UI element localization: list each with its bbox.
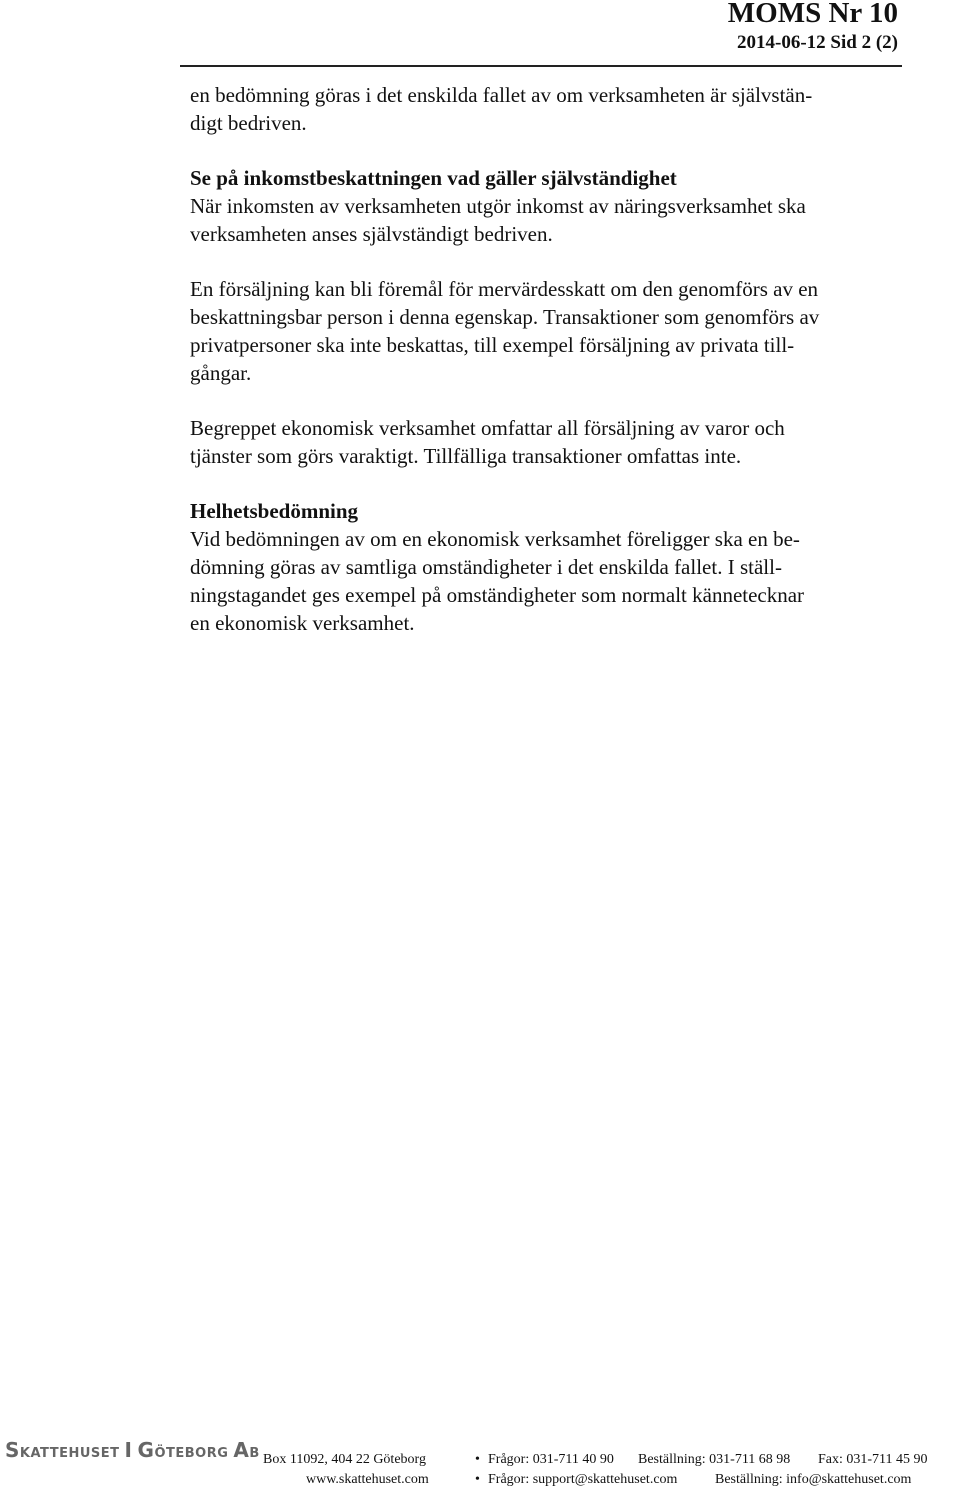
date-and-page: 2014-06-12 Sid 2 (2) bbox=[737, 32, 898, 53]
page-footer bbox=[0, 1438, 960, 1489]
footer-fax: Fax: 031-711 45 90 bbox=[818, 1452, 928, 1467]
footer-orders-email-link[interactable]: Beställning: info@skattehuset.com bbox=[715, 1472, 912, 1487]
text-line: gångar. bbox=[190, 361, 252, 385]
footer-phone-orders: Beställning: 031-711 68 98 bbox=[638, 1452, 791, 1467]
text-line: privatpersoner ska inte beskattas, till exempel försäljning av privata till- bbox=[190, 333, 795, 357]
logo-text: B bbox=[249, 1446, 260, 1461]
company-logo bbox=[5, 1438, 260, 1462]
logo-letter: A bbox=[233, 1438, 250, 1462]
footer-website-link[interactable]: www.skattehuset.com bbox=[306, 1472, 429, 1487]
text-line: digt bedriven. bbox=[190, 111, 307, 135]
logo-letter: G bbox=[137, 1438, 155, 1462]
paragraph-5 bbox=[190, 497, 890, 637]
paragraph-4 bbox=[190, 414, 890, 470]
paragraph-3 bbox=[190, 275, 890, 387]
text-line: ningstagandet ges exempel på omständigheter som normalt kännetecknar bbox=[190, 583, 805, 607]
document-title: MOMS Nr 10 bbox=[727, 0, 898, 29]
header-divider bbox=[180, 65, 902, 67]
text-line: Begreppet ekonomisk verksamhet omfattar all försäljning av varor och bbox=[190, 416, 785, 440]
text-line: Vid bedömningen av om en ekonomisk verksamhet föreligger ska en be- bbox=[190, 527, 800, 551]
text-line: När inkomsten av verksamheten utgör inkomst av näringsverksamhet ska bbox=[190, 194, 806, 218]
section-heading: Helhetsbedömning bbox=[190, 499, 359, 523]
paragraph-2 bbox=[190, 164, 890, 248]
text-line: En försäljning kan bli föremål för mervärdesskatt om den genomförs av en bbox=[190, 277, 819, 301]
bullet-icon: • bbox=[475, 1452, 480, 1467]
logo-text: ÖTEBORG bbox=[154, 1446, 229, 1461]
text-line: tjänster som görs varaktigt. Tillfälliga transaktioner omfattas inte. bbox=[190, 444, 742, 468]
footer-address: Box 11092, 404 22 Göteborg bbox=[263, 1452, 426, 1467]
text-line: verksamheten anses självständigt bedriven. bbox=[190, 222, 553, 246]
footer-support-email-link[interactable]: Frågor: support@skattehuset.com bbox=[488, 1472, 678, 1487]
footer-phone-questions: Frågor: 031-711 40 90 bbox=[488, 1452, 614, 1467]
paragraph-1 bbox=[190, 81, 890, 137]
logo-letter: S bbox=[5, 1438, 20, 1462]
logo-letter: I bbox=[124, 1438, 133, 1462]
text-line: en bedömning göras i det enskilda fallet av om verksamheten är självstän- bbox=[190, 83, 813, 107]
bullet-icon: • bbox=[475, 1472, 480, 1487]
logo-text: KATTEHUSET bbox=[19, 1446, 120, 1461]
document-body bbox=[190, 81, 890, 664]
text-line: beskattningsbar person i denna egenskap. Transaktioner som genomförs av bbox=[190, 305, 820, 329]
text-line: en ekonomisk verksamhet. bbox=[190, 611, 415, 635]
text-line: dömning göras av samtliga omständigheter i det enskilda fallet. I ställ- bbox=[190, 555, 782, 579]
section-heading: Se på inkomstbeskattningen vad gäller självständighet bbox=[190, 166, 677, 190]
